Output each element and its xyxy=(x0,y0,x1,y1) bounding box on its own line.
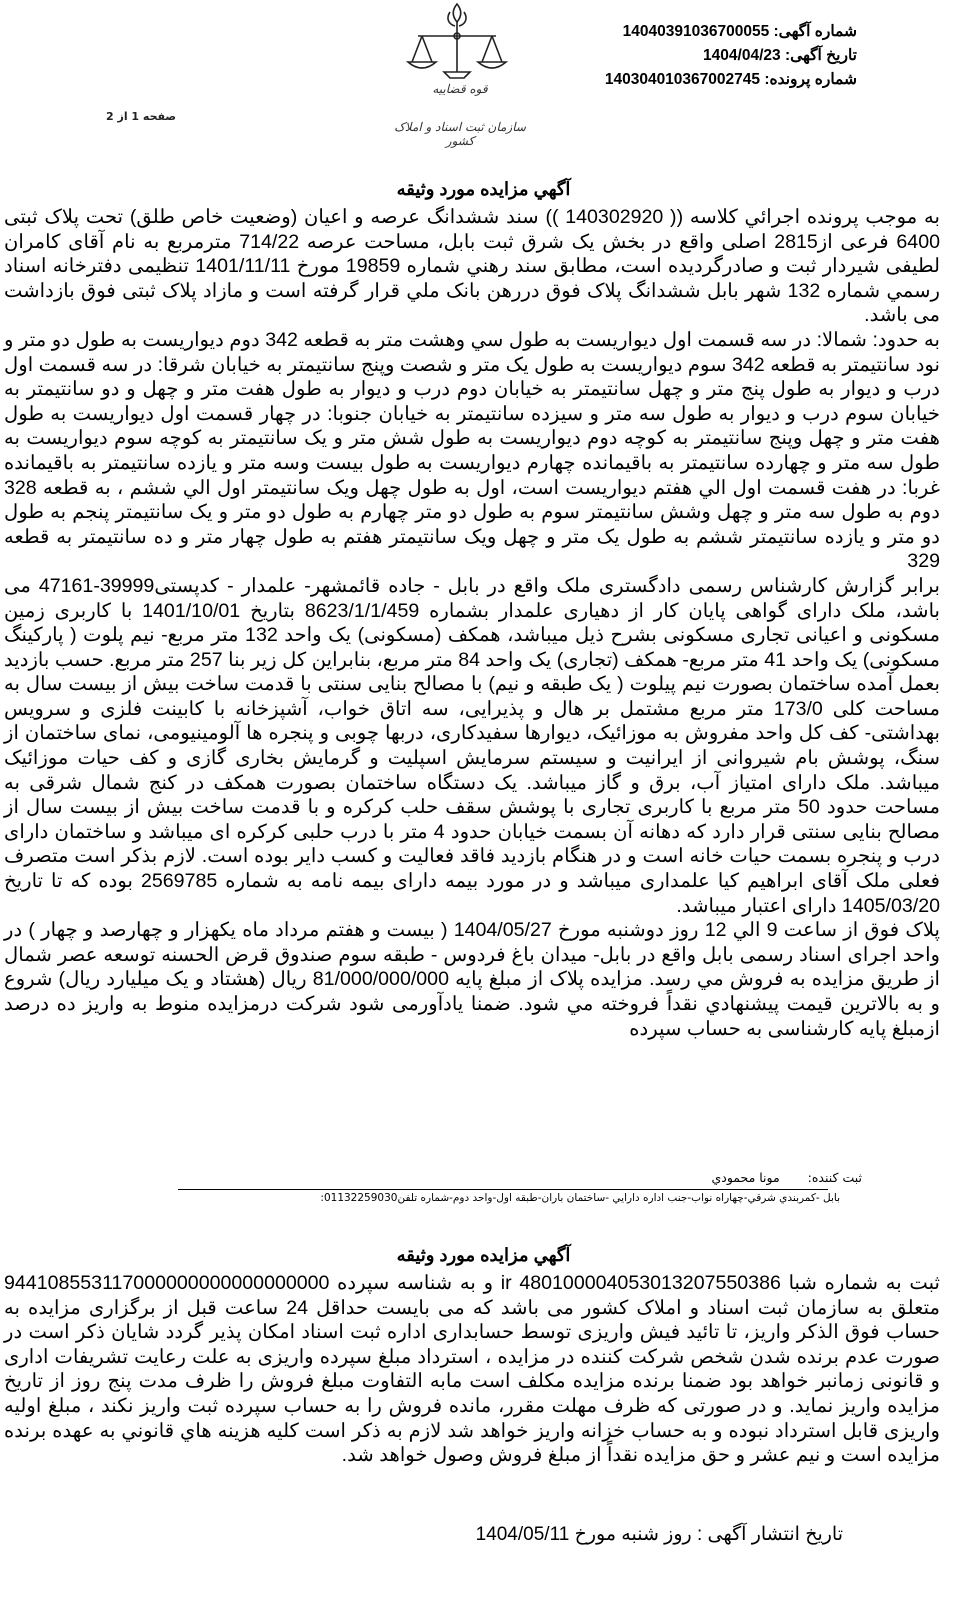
page-indicator: صفحه 1 از 2 xyxy=(106,110,177,123)
publication-date-line xyxy=(476,1523,843,1546)
paragraph-auction-terms: پلاک فوق از ساعت 9 الي 12 روز دوشنبه مورخ 1404/05/27 ( بيست و هفتم مرداد ماه يكهزار و چهارصد و چهار ) در واحد اجرای اسناد رسمی بابل واقع در بابل- میدان باغ فردوس - طبقه سوم صندوق قرض الحسنه توسعه عصر شمال از طريق مزايده به فروش مي رسد. مزايده پلاک از مبلغ پايه 81/000/000/000 ريال (هشتاد و يک ميليارد ريال) شروع و به بالاترين قيمت پيشنهادي نقداً فروخته مي شود. ضمنا يادآورمی شود شرکت درمزایده منوط به واریز ده درصد ازمبلغ پایه کارشناسی به حساب سپرده xyxy=(4,919,941,1040)
case-number: 140304010367002745 xyxy=(604,71,761,88)
paragraph-boundaries: به حدود: شمالا: در سه قسمت اول ديواريست به طول سي وهشت متر به قطعه 342 دوم ديواريست به طول دو متر و نود سانتيمتر به قطعه 342 سوم ديواريست به طول يک متر و شصت وپنج سانتيمتر به خيابان شرقا: در سه قسمت اول درب و ديوار به طول پنج متر و چهل سانتيمتر به خيابان دوم درب و ديوار به طول هفت متر و چهل و دو سانتيمتر به خيابان سوم درب و ديوار به طول سه متر و سيزده سانتيمتر به خيابان جنوبا: در چهار قسمت اول ديواريست به طول هفت متر و چهل وپنج سانتيمتر به كوچه دوم ديواريست به طول شش متر و يک سانتيمتر به كوچه سوم ديواريست به طول سه متر و چهارده سانتيمتر به باقيمانده چهارم ديواريست به طول بيست وسه متر و يازده سانتيمتر به باقيمانده غربا: در هفت قسمت اول الي هفتم ديواريست است، اول به طول چهل ويک سانتيمتر اول الي ششم ، به قطعه 328 دوم به طول سه متر و چهل وشش سانتيمتر سوم به طول دو متر چهارم به طول دو متر و يک سانتيمتر پنجم به طول دو متر و يازده سانتيمتر ششم به طول يک متر و چهل ويک سانتيمتر هفتم به طول چهار متر و ده سانتيمتر به قطعه 329 xyxy=(4,328,940,573)
paragraph-deed: به موجب پرونده اجرائي كلاسه (( 140302920 )) سند ششدانگ عرصه و اعيان (وضعيت خاص طلق) تحت پلاک ثبتی 6400 فرعی از2815 اصلی واقع در بخش يک شرق ثبت بابل، مساحت عرصه 714/22 مترمربع به نام آقای کامران لطیفی شیردار ثبت و صادرگرديده است، مطابق سند رهني شماره 19859 مورخ 1401/11/11 تنظيمی دفترخانه اسناد رسمي شماره 132 شهر بابل ششدانگ پلاک فوق دررهن بانک ملي قرار گرفته است و مازاد پلاک ثبتی فوق بازداشت می باشد. xyxy=(4,206,940,327)
notice-title-page-2: آگهي مزايده مورد وثيقه xyxy=(396,1245,571,1265)
publication-label: تاریخ انتشار آگهی : روز شنبه مورخ xyxy=(574,1524,843,1545)
notice-date-label: تاریخ آگهی: xyxy=(784,47,857,64)
notice-metadata xyxy=(527,20,857,92)
divider-line xyxy=(178,1189,828,1190)
notice-title: آگهي مزايده مورد وثيقه xyxy=(396,179,571,199)
recorder-line xyxy=(711,1170,862,1185)
recorder-label: ثبت کننده: xyxy=(807,1170,862,1185)
case-number-row xyxy=(527,68,857,92)
notice-number-label: شماره آگهی: xyxy=(773,23,857,40)
paragraph-deposit-terms: ثبت به شماره شبا ir 480100004053013207550386 و به شناسه سپرده 944108553117000000000000000000 متعلق به سازمان ثبت اسناد و املاک کشور می باشد که می بایست حداقل 24 ساعت قبل از برگزاری مزایده به حساب فوق الذکر واریز، تا تائید فیش واریزی توسط حسابداری اداره ثبت اسناد امکان پذیر گردد شایان ذکر است در صورت عدم برنده شدن شخص شرکت کننده در مزایده ، استرداد مبلغ سپرده واریزی به علت رعایت تشریفات اداری و قانونی زمانبر خواهد بود ضمنا برنده مزایده مکلف است مابه التفاوت مبلغ فروش را ظرف مدت پنج روز از تاریخ مزایده واریز نماید. و در صورتی که ظرف مهلت مقرر، مانده فروش را به حساب سپرده ثبت واریز نکند ، مبلغ اولیه واریزی قابل استرداد نبوده و به حساب خزانه واریز خواهد شد لازم به ذکر است کلیه هزینه هاي قانوني به عهده برنده مزايده است و نيم عشر و حق مزايده نقداً از مبلغ فروش وصول خواهد شد. xyxy=(4,1272,941,1467)
recorder-name: مونا محمودي xyxy=(711,1170,780,1185)
notice-body xyxy=(4,205,940,1041)
logo-caption-registry: سازمان ثبت اسناد و املاک کشور xyxy=(394,120,526,148)
office-address: بابل -كمربندي شرقي-چهاراه نواب-جنب اداره دارايي -ساختمان باران-طبقه اول-واحد دوم-شماره تلفن01132259030: xyxy=(320,1192,840,1204)
notice-body-page-2 xyxy=(4,1271,940,1468)
paragraph-expert-report: برابر گزارش کارشناس رسمی دادگستری ملک واقع در بابل - جاده قائمشهر- علمدار - کدپستی39999-47161 می باشد، ملک دارای گواهی پایان کار از دهیاری علمدار بشماره 8623/1/1/459 بتاریخ 1401/10/01 با کاربری زمین مسکونی و اعیانی تجاری مسکونی بشرح ذیل میباشد، همکف (مسکونی) یک واحد 132 متر مربع- نیم پلوت ( پارکینگ مسکونی) یک واحد 41 متر مربع- همکف (تجاری) یک واحد 84 متر مربع، بنابراین کل زیر بنا 257 متر مربع. حسب بازدید بعمل آمده ساختمان بصورت نیم پیلوت ( یک طبقه و نیم) با مصالح بنایی سنتی با قدمت ساخت بیش از بیست سال به مساحت کلی 173/0 متر مربع مشتمل بر هال و پذیرایی، سه اتاق خواب، آشپزخانه با کابینت فلزی و سرویس بهداشتی- کف کل واحد مفروش به موزائیک، دیوارها سفیدکاری، دربها چوبی و پنجره ها آلومینیومی، نمای ساختمان از سنگ، پوشش بام شیروانی از ایرانیت و سیستم سرمایش اسپلیت و گرمایش بخاری گازی و کف حیات موزائیک میباشد. ملک دارای امتیاز آب، برق و گاز میباشد. یک دستگاه ساختمان بصورت همکف در کنج شمال شرقی به مساحت حدود 50 متر مربع با کاربری تجاری با پوشش سقف حلب کرکره و با قدمت ساخت بیش از بیست سال از مصالح بنایی سنتی قرار دارد که دهانه آن بسمت خیابان حدود 4 متر با درب حلبی کرکره ای میباشد و ساختمان دارای درب و پنجره بسمت حیات خانه است و در هنگام بازدید فاقد فعالیت و کسب دایر بوده است. لازم بذکر است متصرف فعلی ملک آقای ابراهیم کیا علمداری میباشد و در مورد بیمه دارای بیمه نامه به شماره 2569785 بوده که تا تاریخ 1405/03/20 دارای اعتبار میباشد. xyxy=(4,574,941,917)
logo-caption-judiciary: قوه قضاییه xyxy=(432,82,488,96)
case-number-label: شماره پرونده: xyxy=(764,71,857,88)
notice-date-row xyxy=(527,44,857,68)
publication-date: 1404/05/11 xyxy=(475,1524,570,1545)
notice-number: 14040391036700055 xyxy=(622,23,770,40)
notice-date: 1404/04/23 xyxy=(703,47,781,64)
notice-number-row xyxy=(527,20,857,44)
